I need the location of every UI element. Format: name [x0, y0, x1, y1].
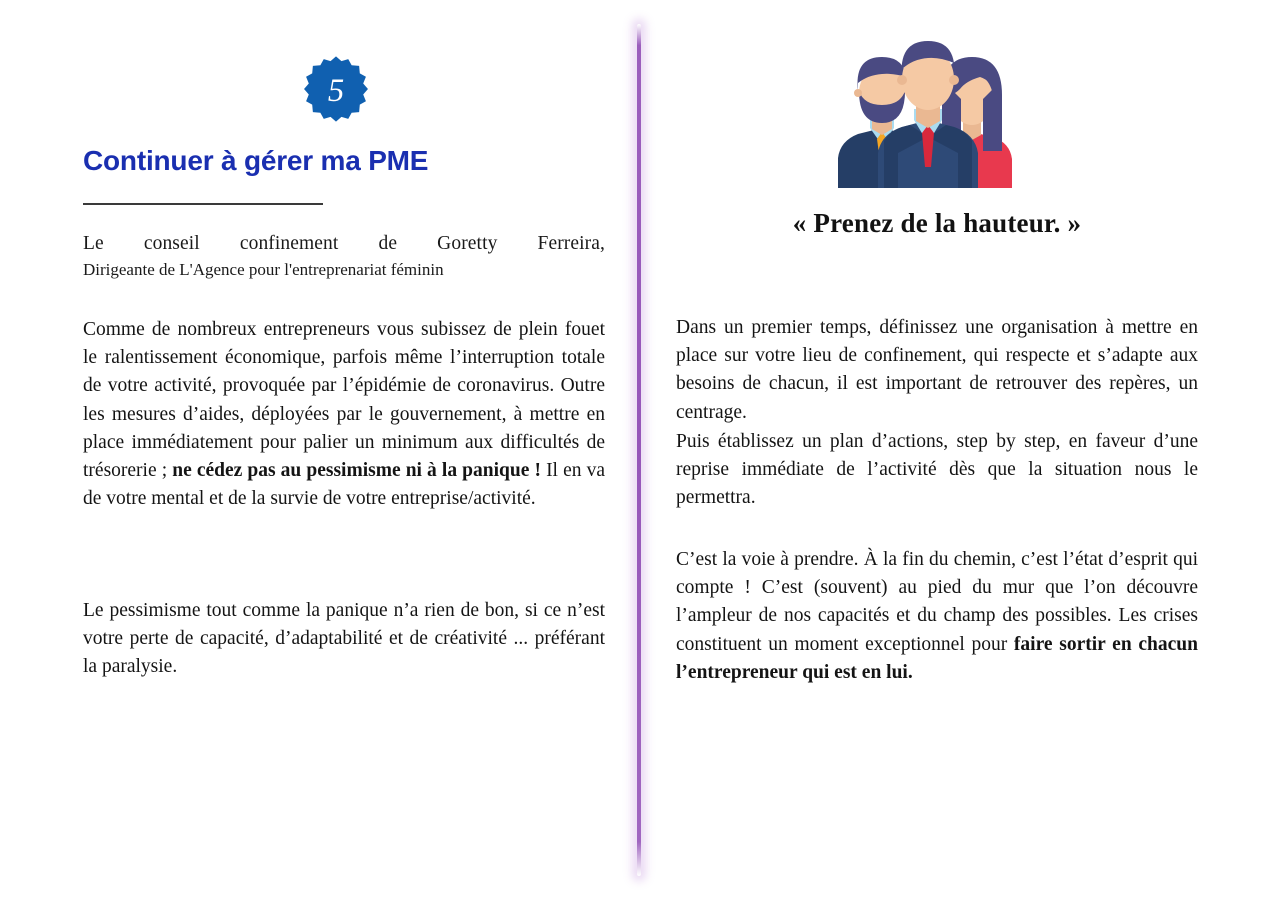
- three-business-people-illustration: [820, 33, 1035, 188]
- left-main-text-a: Comme de nombreux entrepreneurs vous subissez de plein fouet le ralentissement économique, parfois même l’interruption totale de votre activité, provoquée par l’épidémie de coronavirus. Outre les mesures d’aides, déployées par le gouvernement, à mettre en place immédiatement pour palier un minimum aux difficultés de trésorerie ;: [83, 319, 605, 482]
- right-paragraph-1: [676, 314, 1198, 427]
- right-paragraph-3-text-bold: faire sortir en chacun l’entrepreneur qui est en lui.: [676, 633, 1198, 683]
- left-main-paragraph: [83, 316, 605, 513]
- byline-author: Le conseil confinement de Goretty Ferreira,: [83, 233, 605, 254]
- left-main-text-bold: ne cédez pas au pessimisme ni à la panique !: [172, 460, 541, 482]
- title-rule: [83, 203, 323, 205]
- number-badge: [302, 55, 370, 123]
- page-title: Continuer à gérer ma PME: [83, 145, 429, 176]
- pull-quote: « Prenez de la hauteur. »: [792, 208, 1082, 238]
- right-paragraph-1-text: Dans un premier temps, définissez une organisation à mettre en place sur votre lieu de confinement, qui respecte et s’adapte aux besoins de chacun, il est important de retrouver des repères, un centrage.: [676, 317, 1198, 423]
- left-main-text-b: Il en va de votre mental et de la survie de votre entreprise/activité.: [83, 460, 605, 510]
- left-tail-paragraph: [83, 597, 605, 682]
- right-paragraph-3-text-a: C’est la voie à prendre. À la fin du chemin, c’est l’état d’esprit qui compte ! C’est (souvent) au pied du mur que l’on découvre l’ampleur de nos capacités et du champ des possibles. Les crises constituent un moment exceptionnel pour: [676, 549, 1198, 655]
- right-paragraph-2-text: Puis établissez un plan d’actions, step by step, en faveur d’une reprise immédiate de l’activité dès que la situation nous le permettra.: [676, 431, 1198, 509]
- column-divider: [637, 24, 641, 876]
- badge-number: 5: [327, 73, 345, 110]
- byline: [83, 231, 605, 281]
- right-paragraph-3: [676, 546, 1198, 687]
- left-tail-text: Le pessimisme tout comme la panique n’a rien de bon, si ce n’est votre perte de capacité, d’adaptabilité et de créativité ... préférant la paralysie.: [83, 600, 605, 678]
- byline-role: Dirigeante de L'Agence pour l'entreprenariat féminin: [83, 260, 444, 279]
- right-paragraph-2: [676, 428, 1198, 513]
